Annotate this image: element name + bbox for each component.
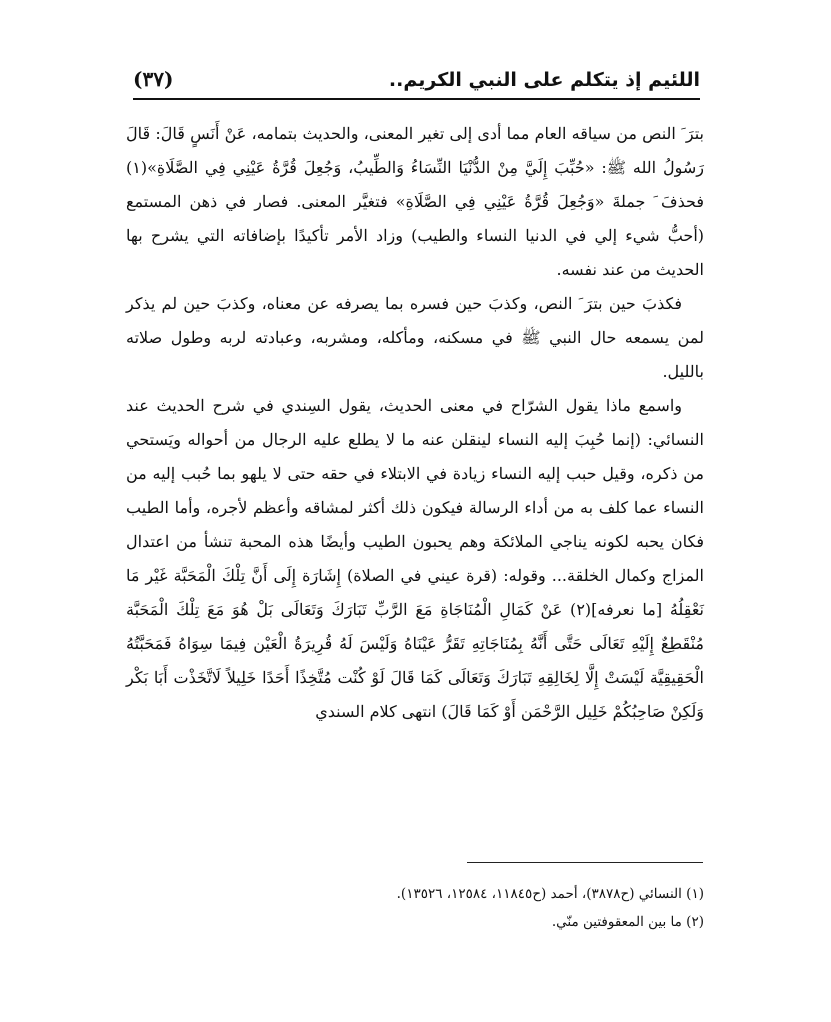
page-number: (٣٧)	[133, 67, 174, 91]
running-header	[133, 66, 700, 96]
footnotes	[126, 880, 704, 936]
paragraph: فكذبَ حين بترَ َ النص، وكذبَ حين فسره بما يصرفه عن معناه، وكذبَ حين لم يذكر لمن يسمعه حال النبي ﷺ في مسكنه، ومأكله، ومشربه، وعبادته لربه وطول صلاته بالليل.	[126, 294, 704, 381]
footnote: (٢) ما بين المعقوفتين منّي.	[551, 914, 704, 930]
main-text	[126, 117, 704, 729]
header-divider	[133, 98, 700, 100]
footnote: (١) النسائي (ح٣٨٧٨)، أحمد (ح١١٨٤٥، ١٢٥٨٤، ١٣٥٢٦).	[396, 886, 704, 902]
paragraph: بترَ َ النص من سياقه العام مما أدى إلى تغير المعنى، والحديث بتمامه، عَنْ أَنَسٍ قَالَ: قَالَ رَسُولُ الله ﷺ: «حُبِّبَ إِلَيَّ مِنْ الدُّنْيَا النِّسَاءُ وَالطِّيبُ، وَجُعِلَ قُرَّةُ عَيْنِي فِي الصَّلَاةِ»(١) فحذفَ َ جملةَ «وَجُعِلَ قُرَّةُ عَيْنِي فِي الصَّلَاةِ» فتغيَّر المعنى. فصار في ذهن المستمع (أحبُّ شيء إلي في الدنيا النساء والطيب) وزاد الأمر تأكيدًا بإضافاته التي يشرح بها الحديث من عند نفسه.	[126, 124, 704, 279]
paragraph: واسمع ماذا يقول الشرّاح في معنى الحديث، يقول السِندي في شرح الحديث عند النسائي: (إنما حُبِبَ إليه النساء لينقلن عنه ما لا يطلع عليه الرجال من أحواله ويَستحي من ذكره، وقيل حبب إليه النساء زيادة في الابتلاء في حقه حتى لا يلهو بما حُبب إليه من النساء عما كلف به من أداء الرسالة فيكون ذلك أكثر لمشاقه وأعظم لأجره، وأما الطيب فكان يحبه لكونه يناجي الملائكة وهم يحبون الطيب وأيضًا هذه المحبة تنشأ من اعتدال المزاج وكمال الخلقة... وقوله: (قرة عيني في الصلاة) إِشَارَة إِلَى أَنَّ تِلْكَ الْمَحَبَّة غَيْر مَا نَعْقِلُهُ [ما نعرفه](٢) عَنْ كَمَالِ الْمُنَاجَاةِ مَعَ الرَّبِّ تَبَارَكَ وَتَعَالَى بَلْ هُوَ مَعَ تِلْكَ الْمَحَبَّة مُنْقَطِعٌ إِلَيْهِ تَعَالَى حَتَّى أَنَّهُ بِمُنَاجَاتِهِ تَقَرُّ عَيْنَاهُ وَلَيْسَ لَهُ قُرِيرَةُ الْعَيْن فِيمَا سِوَاهُ فَمَحَبَّتُهُ الْحَقِيقِيَّة لَيْسَتْ إِلَّا لِخَالِقِهِ تَبَارَكَ وَتَعَالَى كَمَا قَالَ لَوْ كُنْت مُتَّخِذًا أَحَدًا خَلِيلاً لَاتَّخَذْت أَبَا بَكْر وَلَكِنْ صَاحِبُكُمْ خَلِيل الرَّحْمَن أَوْ كَمَا قَالَ) انتهى كلام السندي	[126, 396, 705, 721]
footnote-divider	[467, 862, 703, 863]
running-title: اللئيم إذ يتكلم على النبي الكريم..	[388, 69, 700, 91]
